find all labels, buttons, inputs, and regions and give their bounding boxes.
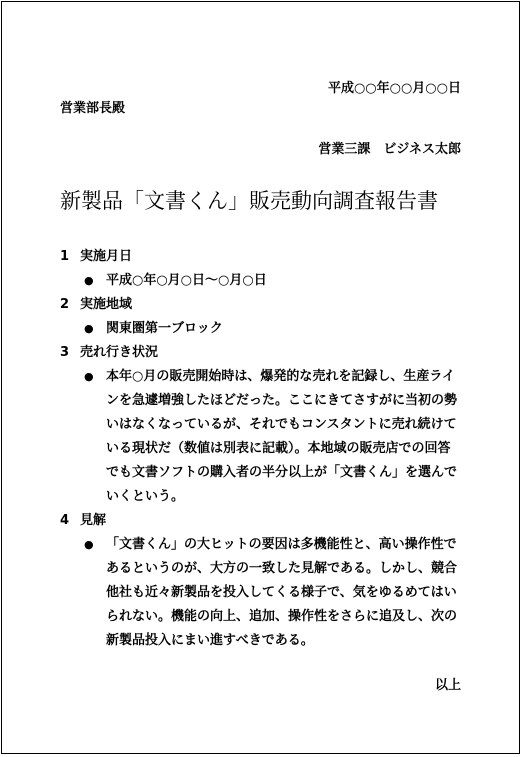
section-body-line: 関東圏第一ブロック bbox=[106, 321, 223, 336]
sender: 営業三課 ビジネス太郎 bbox=[318, 142, 461, 157]
section-body-line: ンを急遽増強したほどだった。ここにきてさすがに当初の勢 bbox=[106, 393, 458, 408]
bullet-icon: ● bbox=[84, 274, 94, 287]
bullet-icon: ● bbox=[84, 538, 94, 551]
section-number: 3 bbox=[60, 345, 70, 360]
section-body-line: 新製品投入にまい進すべきである。 bbox=[106, 633, 314, 648]
section-body bbox=[106, 365, 468, 509]
section-heading: 実施月日 bbox=[80, 249, 133, 264]
bullet-icon: ● bbox=[84, 370, 94, 383]
section-number: 2 bbox=[60, 297, 70, 312]
section-heading: 実施地域 bbox=[80, 297, 133, 312]
document-title: 新製品「文書くん」販売動向調査報告書 bbox=[60, 189, 438, 213]
section-body-line: でも文書ソフトの購入者の半分以上が「文書くん」を選んで bbox=[106, 465, 458, 480]
recipient: 営業部長殿 bbox=[60, 101, 126, 116]
bullet-icon: ● bbox=[84, 322, 94, 335]
section-body-line: 平成○年○月○日～○月○日 bbox=[106, 273, 267, 288]
report-date: 平成○○年○○月○○日 bbox=[327, 81, 461, 96]
section-body-line: 「文書くん」の大ヒットの要因は多機能性と、高い操作性で bbox=[106, 537, 457, 552]
section-number: 1 bbox=[60, 249, 70, 264]
section-body-line: いる現状だ（数値は別表に記載）。本地域の販売店での回答 bbox=[106, 441, 451, 456]
document-page bbox=[1, 1, 520, 754]
section-body-line: られない。機能の向上、追加、操作性をさらに追及し、次の bbox=[106, 609, 458, 624]
section-body-line: 他社も近々新製品を投入してくる様子で、気をゆるめてはい bbox=[106, 585, 457, 600]
section-heading: 見解 bbox=[80, 513, 107, 528]
section-body-line: いくという。 bbox=[106, 489, 185, 504]
section-body bbox=[106, 533, 468, 653]
section-heading: 売れ行き状況 bbox=[80, 345, 159, 360]
closing-remark: 以上 bbox=[434, 678, 461, 693]
section-body-line: あるというのが、大方の一致した見解である。しかし、競合 bbox=[106, 561, 458, 576]
section-body-line: いはなくなっているが、それでもコンスタントに売れ続けて bbox=[106, 417, 457, 432]
section-number: 4 bbox=[60, 513, 70, 528]
section-body-line: 本年○月の販売開始時は、爆発的な売れを記録し、生産ライ bbox=[106, 369, 455, 384]
